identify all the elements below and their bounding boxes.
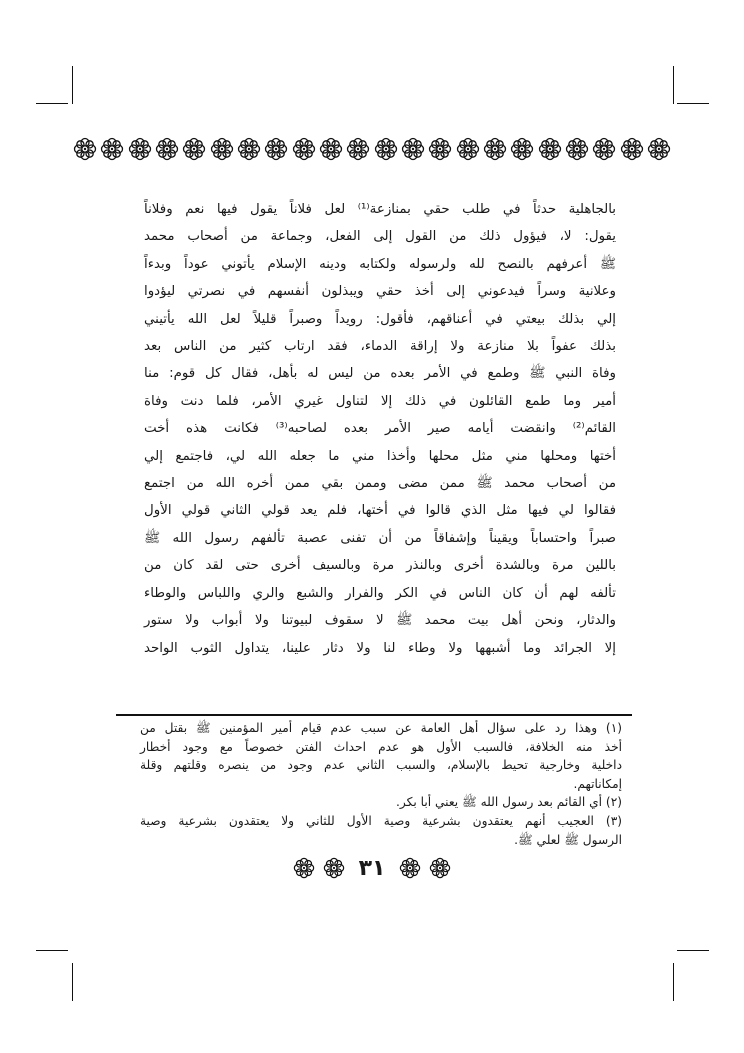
rosette-icon — [319, 137, 343, 161]
rosette-icon — [155, 137, 179, 161]
rosette-icon — [647, 137, 671, 161]
footnote-line: (١) وهذا رد على سؤال أهل العامة عن سبب عدم قيام أمير المؤمنين ﷺ بقتل من — [140, 721, 622, 735]
crop-mark — [72, 66, 73, 104]
crop-mark — [36, 950, 68, 951]
body-line: القائم⁽²⁾ وانقضت أيامه صير الأمر بعده لصاحبه⁽³⁾ فكانت هذه أخت — [144, 421, 617, 437]
crop-mark — [677, 103, 709, 104]
rosette-icon — [210, 137, 234, 161]
body-line: وعلانية وسراً فيدعوني إلى أخذ حقي ويبذلون أنفسهم في نصرتي ليؤدوا — [144, 284, 616, 300]
page-footer — [0, 854, 744, 882]
footnote-line: داخلية وخارجية تحيط بالإسلام، والسبب الثاني عدم وجود من ينصره وقلتهم وقلة — [140, 758, 622, 773]
body-line: فقالوا لي فيها مثل الذي قالوا في أختها، فلم يعد قولي الثاني قولي الأول — [144, 503, 616, 519]
rosette-icon — [264, 137, 288, 161]
rosette-icon — [73, 137, 97, 161]
rosette-icon — [428, 137, 452, 161]
body-line: باللين مرة وبالشدة أخرى وبالنذر مرة وبالسيف أخرى حتى لقد كان من — [144, 558, 616, 574]
rosette-icon — [510, 137, 534, 161]
footnote-separator — [116, 714, 632, 716]
body-line: إلا الجرائد وما أشبهها ولا وطاء لنا ولا دثار علينا، يتداول الثوب الواحد — [144, 640, 616, 656]
footnote-line: (٣) العجيب أنهم يعتقدون بشرعية وصية الأول للثاني ولا يعتقدون بشرعية وصية — [140, 813, 622, 828]
rosette-icon — [128, 137, 152, 161]
footnote-line: إمكاناتهم. — [573, 776, 622, 791]
rosette-icon — [323, 857, 345, 879]
footnote-line: (٢) أي القائم بعد رسول الله ﷺ يعني أبا بكر. — [396, 795, 622, 810]
rosette-icon — [429, 857, 451, 879]
body-line: أمير وما طمع القائلون في ذلك إلا لتناول غيري الأمر، فلما دنت وفاة — [144, 393, 616, 409]
rosette-icon — [538, 137, 562, 161]
body-line: إلي بذلك بيعتي في أعناقهم، فأقول: رويداً وصبراً قليلاً لعل الله يأتيني — [144, 311, 616, 327]
crop-mark — [673, 963, 674, 1001]
rosette-icon — [100, 137, 124, 161]
rosette-icon — [182, 137, 206, 161]
body-line: تألفه لهم أن كان الناس في الكر والفرار والشبع والري واللباس والوطاء — [144, 585, 616, 601]
body-line: بذلك عفواً بلا منازعة ولا إراقة الدماء، فقد ارتاب كثير من الناس بعد — [144, 339, 616, 355]
rosette-icon — [346, 137, 370, 161]
body-text — [144, 196, 616, 662]
body-line: يقول: لا، فيؤول ذلك من القول إلى الفعل، وجماعة من أصحاب محمد — [144, 229, 616, 245]
body-line: ﷺ أعرفهم بالنصح لله ولرسوله ولكتابه ودينه الإسلام يأتوني عوداً وبدءاً — [144, 256, 616, 272]
crop-mark — [677, 950, 709, 951]
rosette-icon — [456, 137, 480, 161]
rosette-icon — [374, 137, 398, 161]
rosette-icon — [483, 137, 507, 161]
body-line: صبراً واحتساباً ويقيناً وإشفاقاً من أن تفنى عصبة تألفهم رسول الله ﷺ — [144, 530, 616, 546]
footnote-line: أخذ منه الخلافة، فالسبب الأول هو عدم احداث الفتن خصوصاً مع وجود أخطار — [140, 739, 622, 754]
crop-mark — [673, 66, 674, 104]
rosette-icon — [620, 137, 644, 161]
body-line: وفاة النبي ﷺ وطمع في الأمر بعده من ليس له بأهل، فقال كل قوم: منا — [144, 366, 616, 382]
page-number: ٣١ — [358, 855, 386, 881]
rosette-icon — [565, 137, 589, 161]
crop-mark — [72, 963, 73, 1001]
crop-mark — [36, 103, 68, 104]
ornament-border-top — [73, 134, 671, 164]
footnotes — [140, 719, 622, 849]
body-line: أختها ومحلها مني مثل محلها وأخذا مني ما جعله الله لي، فاجتمع إلي — [144, 448, 616, 464]
rosette-icon — [293, 857, 315, 879]
rosette-icon — [237, 137, 261, 161]
rosette-icon — [399, 857, 421, 879]
footnote-line: الرسول ﷺ لعلي ﷺ. — [514, 832, 622, 847]
rosette-icon — [292, 137, 316, 161]
body-line: والدثار، ونحن أهل بيت محمد ﷺ لا سقوف لبيوتنا ولا أبواب ولا ستور — [144, 613, 616, 629]
rosette-icon — [592, 137, 616, 161]
body-line: من أصحاب محمد ﷺ ممن مضى وممن بقي ممن أخره الله من اجتمع — [144, 476, 616, 492]
body-line: بالجاهلية حدثاً في طلب حقي بمنازعة⁽¹⁾ لعل فلاناً يقول فيها نعم وفلاناً — [144, 202, 616, 217]
rosette-icon — [401, 137, 425, 161]
